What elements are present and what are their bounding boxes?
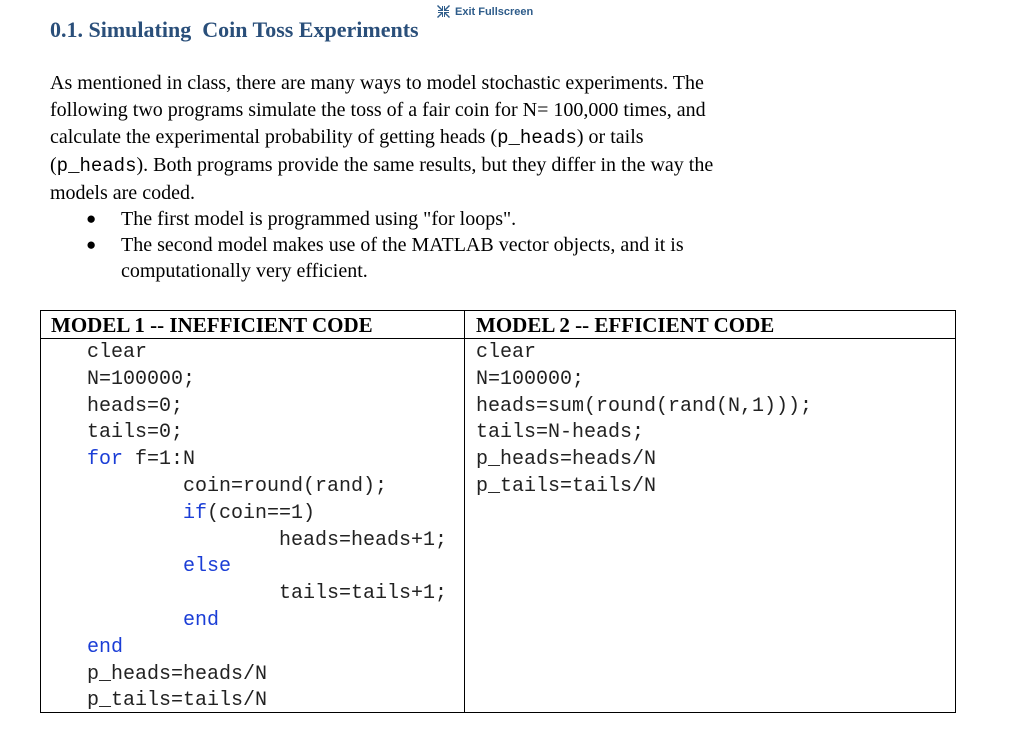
code-keyword: end bbox=[87, 635, 124, 659]
code-line bbox=[87, 635, 464, 662]
exit-fullscreen-button[interactable] bbox=[437, 5, 533, 18]
intro-line-4 bbox=[50, 152, 920, 180]
code-line bbox=[87, 474, 464, 501]
model-2-column bbox=[465, 311, 955, 712]
intro-line-5: models are coded. bbox=[50, 182, 195, 204]
intro-line-3-text-end: ) or tails bbox=[576, 126, 644, 148]
bullet-item bbox=[86, 232, 684, 258]
section-heading: 0.1. Simulating Coin Toss Experiments bbox=[50, 17, 419, 42]
code-text: tails=tails+1; bbox=[279, 582, 448, 606]
intro-paragraph bbox=[50, 70, 920, 207]
code-line: p_heads=heads/N bbox=[476, 448, 657, 472]
code-keyword: else bbox=[183, 555, 232, 579]
code-line bbox=[87, 447, 464, 474]
code-line: tails=0; bbox=[87, 421, 184, 445]
code-line bbox=[87, 608, 464, 635]
code-comparison-table bbox=[40, 310, 956, 713]
code-text: coin=round(rand); bbox=[183, 474, 388, 498]
intro-line-4-text-end: ). Both programs provide the same results, but they differ in the way the bbox=[136, 154, 714, 176]
exit-fullscreen-label: Exit Fullscreen bbox=[455, 5, 534, 18]
code-keyword: end bbox=[183, 608, 220, 632]
code-line: tails=N-heads; bbox=[476, 421, 645, 445]
code-line: heads=0; bbox=[87, 394, 184, 418]
model-1-column bbox=[41, 311, 465, 712]
code-line: p_tails=tails/N bbox=[476, 474, 657, 498]
code-line: p_heads=heads/N bbox=[87, 662, 268, 686]
intro-line-3-text: calculate the experimental probability of getting heads ( bbox=[50, 126, 498, 148]
code-line: heads=sum(round(rand(N,1))); bbox=[476, 394, 813, 418]
code-text: f=1:N bbox=[123, 448, 196, 472]
code-line bbox=[87, 554, 464, 581]
model-2-header: MODEL 2 -- EFFICIENT CODE bbox=[465, 311, 955, 339]
model-1-code bbox=[41, 339, 464, 715]
bullet-list bbox=[86, 206, 684, 284]
code-line: p_tails=tails/N bbox=[87, 689, 268, 713]
code-text: heads=heads+1; bbox=[279, 528, 448, 552]
intro-line-2: following two programs simulate the toss of a fair coin for N= 100,000 times, and bbox=[50, 99, 706, 121]
code-keyword: for bbox=[87, 448, 124, 472]
code-line bbox=[87, 581, 464, 608]
bullet-icon: ● bbox=[86, 209, 97, 228]
inline-code-p-heads: p_heads bbox=[497, 127, 577, 149]
bullet-text: computationally very efficient. bbox=[121, 260, 368, 282]
intro-line-4-text: ( bbox=[50, 154, 57, 176]
exit-fullscreen-icon bbox=[437, 5, 450, 18]
code-text: (coin==1) bbox=[207, 501, 316, 525]
code-line bbox=[87, 501, 464, 528]
model-2-code bbox=[465, 339, 955, 501]
code-line: clear bbox=[476, 341, 537, 364]
code-line: clear bbox=[87, 341, 148, 364]
code-line: N=100000; bbox=[476, 367, 585, 391]
intro-line-1: As mentioned in class, there are many ways to model stochastic experiments. The bbox=[50, 72, 704, 94]
inline-code-p-heads-2: p_heads bbox=[56, 155, 137, 177]
bullet-text: The second model makes use of the MATLAB vector objects, and it is bbox=[121, 234, 684, 256]
code-keyword: if bbox=[183, 501, 208, 525]
bullet-icon: ● bbox=[86, 235, 97, 254]
intro-line-3 bbox=[50, 124, 920, 152]
code-line: N=100000; bbox=[87, 367, 196, 391]
bullet-item-continuation bbox=[86, 258, 684, 284]
bullet-text: The first model is programmed using "for loops". bbox=[121, 208, 517, 230]
bullet-item bbox=[86, 206, 684, 232]
code-line bbox=[87, 528, 464, 555]
model-1-header: MODEL 1 -- INEFFICIENT CODE bbox=[41, 311, 464, 339]
